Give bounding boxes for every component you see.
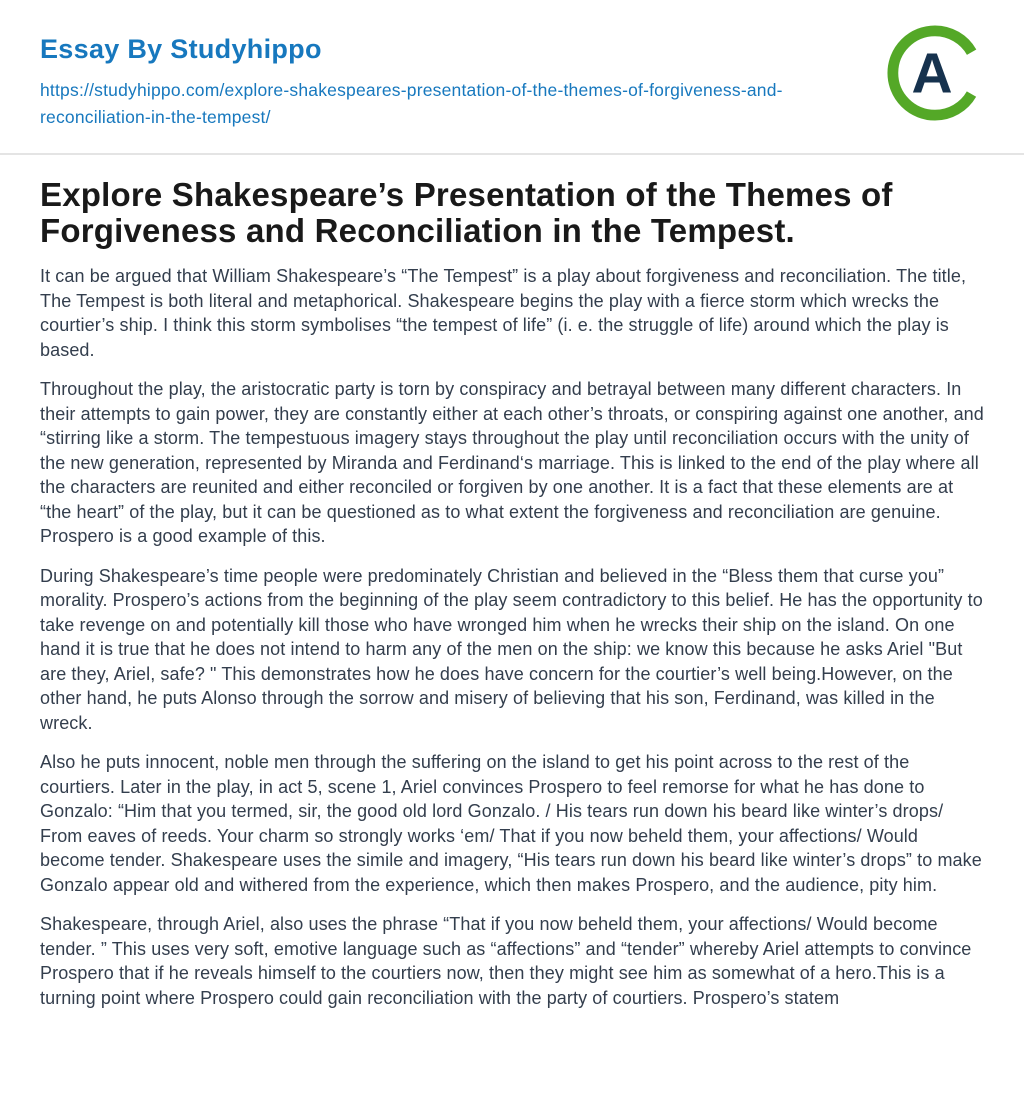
essay-title: Explore Shakespeare’s Presentation of the Themes of Forgiveness and Reconciliation in the Tempest.: [40, 176, 893, 249]
site-title: Essay By Studyhippo: [40, 34, 322, 64]
page-header: [0, 0, 1024, 131]
essay-paragraph-2: Throughout the play, the aristocratic party is torn by conspiracy and betrayal between many different characters. In their attempts to gain power, they are constantly either at each other’s throats, or conspiring against one another, and “stirring like a storm. The tempestuous imagery stays throughout the play until reconciliation occurs with the unity of the new generation, represented by Miranda and Ferdinand‘s marriage. This is linked to the end of the play where all the characters are reunited and either reconciled or forgiven by one another. It is a fact that these elements are at “the heart” of the play, but it can be questioned as to what extent the forgiveness and reconciliation are genuine. Prospero is a good example of this.: [40, 379, 984, 547]
essay-content: [0, 155, 1024, 1010]
essay-paragraph-3: During Shakespeare’s time people were predominately Christian and believed in the “Bless them that curse you” morality. Prospero’s actions from the beginning of the play seem contradictory to this belief. He has the opportunity to take revenge on and potentially kill those who have wronged him when he wrecks their ship on the island. On one hand it is true that he does not intend to harm any of the men on the ship: we know this because he asks Ariel "But are they, Ariel, safe? " This demonstrates how he does have concern for the courtier’s well being.However, on the other hand, he puts Alonso through the sorrow and misery of believing that his son, Ferdinand, was killed in the wreck.: [40, 565, 983, 733]
logo-letter: A: [911, 42, 953, 106]
essay-paragraph-4: Also he puts innocent, noble men through the suffering on the island to get his point across to the rest of the courtiers. Later in the play, in act 5, scene 1, Ariel convinces Prospero to feel remorse for what he has done to Gonzalo: “Him that you termed, sir, the good old lord Gonzalo. / His tears run down his beard like winter’s drops/ From eaves of reeds. Your charm so strongly works ‘em/ That if you now beheld them, your affections/ Would become tender. Shakespeare uses the simile and imagery, “His tears run down his beard like winter’s drops” to make Gonzalo appear old and withered from the experience, which then makes Prospero, and the audience, pity him.: [40, 752, 982, 895]
essay-paragraph-1: It can be argued that William Shakespeare’s “The Tempest” is a play about forgiveness and reconciliation. The title, The Tempest is both literal and metaphorical. Shakespeare begins the play with a fierce storm which wrecks the courtier’s ship. I think this storm symbolises “the tempest of life” (i. e. the struggle of life) around which the play is based.: [40, 266, 967, 360]
logo-svg: [886, 24, 984, 122]
source-url-link[interactable]: https://studyhippo.com/explore-shakespeares-presentation-of-the-themes-of-forgiveness-and-reconciliation-in-the-tempest/: [40, 80, 783, 127]
essay-paragraph-5: Shakespeare, through Ariel, also uses the phrase “That if you now beheld them, your affections/ Would become tender. ” This uses very soft, emotive language such as “affections” and “tender” whereby Ariel attempts to convince Prospero that if he reveals himself to the courtiers now, then they might see him as somewhat of a hero.This is a turning point where Prospero could gain reconciliation with the party of courtiers. Prospero’s statem: [40, 914, 972, 1008]
studyhippo-logo-icon: [886, 24, 984, 122]
